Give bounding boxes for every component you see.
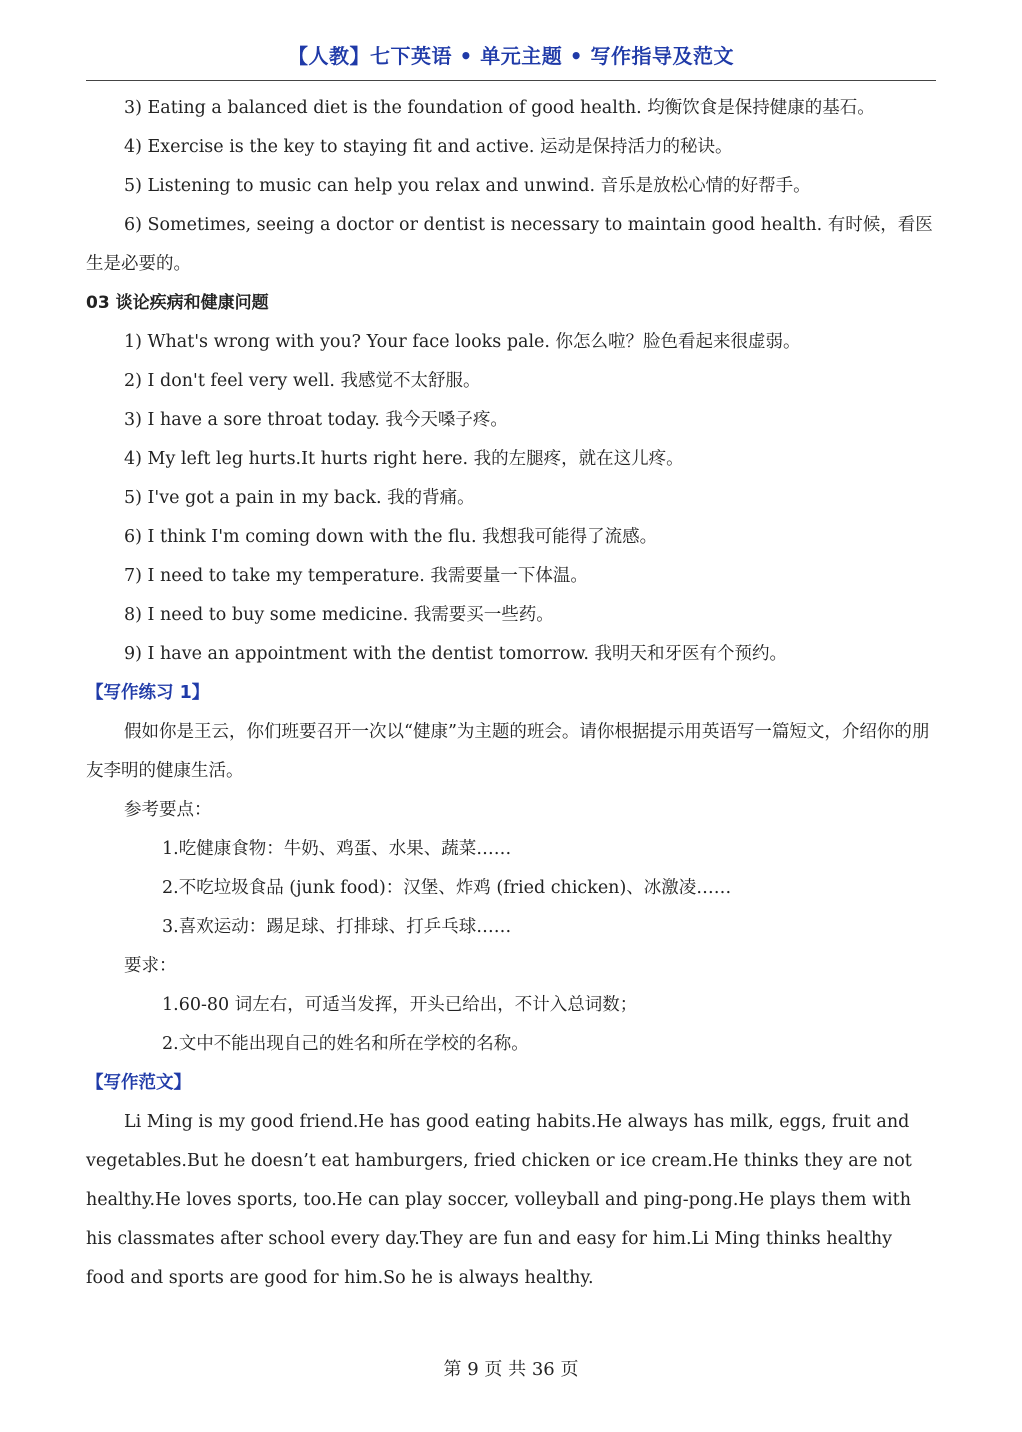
point-item: 2.不吃垃圾食品 (junk food)：汉堡、炸鸡 (fried chicken)、冰激凌…… — [162, 878, 732, 898]
section-heading-03: 03 谈论疾病和健康问题 — [86, 293, 269, 313]
phrase-line: 1) What's wrong with you? Your face looks pale. 你怎么啦？脸色看起来很虚弱。 — [124, 332, 801, 352]
phrase-line: 4) My left leg hurts.It hurts right here. 我的左腿疼，就在这儿疼。 — [124, 449, 684, 469]
phrase-line: 6) I think I'm coming down with the flu. 我想我可能得了流感。 — [124, 527, 658, 547]
page-number: 第 9 页 共 36 页 — [443, 1359, 579, 1380]
point-item: 3.喜欢运动：踢足球、打排球、打乒乓球…… — [162, 917, 512, 937]
sample-essay: Li Ming is my good friend.He has good eating habits.He always has milk, eggs, fruit and vegetables.But he doesn’t eat hamburgers, fried chicken or ice cream.He thinks they are not healthy.He loves sports, too.He can play soccer, volleyball and ping-pong.He plays them with his classmates after school every day.They are fun and easy for him.Li Ming thinks healthy food and sports are good for him.So he is always healthy. — [86, 1112, 912, 1288]
phrase-line: 8) I need to buy some medicine. 我需要买一些药。 — [124, 605, 554, 625]
requirement-item: 1.60-80 词左右，可适当发挥，开头已给出，不计入总词数； — [162, 995, 638, 1015]
phrase-line: 5) Listening to music can help you relax and unwind. 音乐是放松心情的好帮手。 — [124, 176, 811, 196]
practice-heading: 【写作练习 1】 — [86, 683, 210, 703]
practice-prompt: 假如你是王云，你们班要召开一次以“健康”为主题的班会。请你根据提示用英语写一篇短文，介绍你的朋友李明的健康生活。 — [86, 722, 930, 781]
phrase-line-wrapped: 6) Sometimes, seeing a doctor or dentist is necessary to maintain good health. 有时候，看医生是必要的。 — [86, 215, 933, 274]
page-content — [86, 89, 936, 1298]
points-label: 参考要点： — [124, 800, 212, 820]
phrase-line: 9) I have an appointment with the dentist tomorrow. 我明天和牙医有个预约。 — [124, 644, 788, 664]
phrase-line: 5) I've got a pain in my back. 我的背痛。 — [124, 488, 475, 508]
phrase-line: 7) I need to take my temperature. 我需要量一下体温。 — [124, 566, 588, 586]
point-item: 1.吃健康食物：牛奶、鸡蛋、水果、蔬菜…… — [162, 839, 512, 859]
sample-heading: 【写作范文】 — [86, 1073, 191, 1093]
phrase-line: 3) Eating a balanced diet is the foundation of good health. 均衡饮食是保持健康的基石。 — [124, 98, 875, 118]
header-divider — [86, 80, 936, 81]
phrase-line: 4) Exercise is the key to staying fit and active. 运动是保持活力的秘诀。 — [124, 137, 733, 157]
phrase-line: 3) I have a sore throat today. 我今天嗓子疼。 — [124, 410, 508, 430]
page-header-title: 【人教】七下英语 • 单元主题 • 写作指导及范文 — [288, 44, 734, 68]
phrase-line: 2) I don't feel very well. 我感觉不太舒服。 — [124, 371, 481, 391]
requirements-label: 要求： — [124, 956, 177, 976]
requirement-item: 2.文中不能出现自己的姓名和所在学校的名称。 — [162, 1034, 529, 1054]
